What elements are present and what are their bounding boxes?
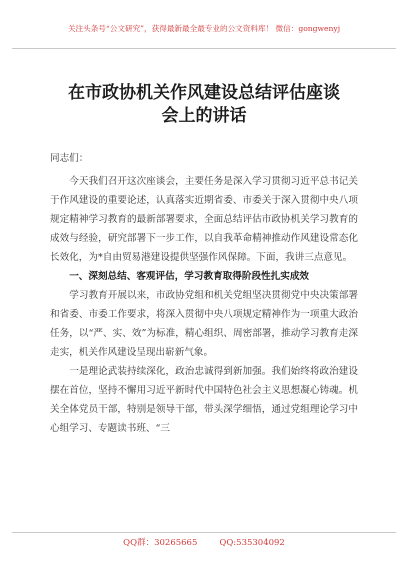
section-heading: 一、深刻总结、客观评估，学习教育取得阶段性扎实成效 — [69, 271, 310, 282]
qq-group-text: QQ群：30265665 — [123, 538, 198, 548]
body-paragraph: 学习教育开展以来，市政协党组和机关党组坚决贯彻党中央决策部署和省委、市委工作要求，将深入贯彻中央八项规定精神作为一项重大政治任务，以“严、实、效”为标准，精心组织、周密部署，推动学习教育走深走实，机关作风建设呈现出崭新气象。 — [50, 290, 358, 358]
title-line-1: 在市政协机关作风建设总结评估座谈 — [68, 83, 340, 103]
body-paragraph: 今天我们召开这次座谈会，主要任务是深入学习贯彻习近平总书记关于作风建设的重要论述，认真落实近期省委、市委关于深入贯彻中央八项规定精神学习教育的最新部署要求，全面总结评估市政协机关学习教育的成效与经验，研究部署下一步工作，以自我革命精神推动作风建设常态化长效化，为*自由贸易港建设提供坚强作风保障。下面，我讲三点意见。 — [50, 176, 358, 263]
title-line-2: 会上的讲话 — [161, 106, 247, 126]
top-banner — [12, 22, 396, 49]
qq-text: QQ:535304092 — [219, 538, 285, 548]
bottom-footer — [12, 532, 396, 553]
body-paragraph: 一是理论武装持续深化，政治忠诚得到新加强。我们始终将政治建设摆在首位，坚持不懈用习近平新时代中国特色社会主义思想凝心铸魂。机关全体党员干部，特别是领导干部，带头深学细悟，通过党组理论学习中心组学习、专题读书班、“三 — [50, 366, 358, 434]
document-title — [0, 82, 408, 128]
document-body — [50, 149, 358, 438]
salutation: 同志们： — [50, 153, 89, 164]
banner-text: 关注头条号“公文研究”，获得最新最全最专业的公文资料库！ 微信：gongwenyj — [67, 24, 341, 33]
